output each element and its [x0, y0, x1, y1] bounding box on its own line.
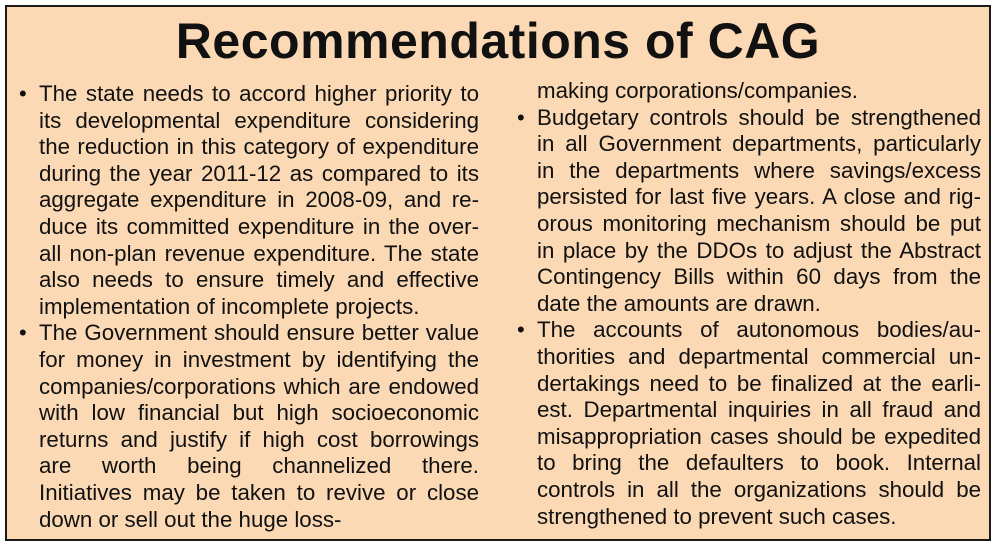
recommendations-box [5, 5, 991, 541]
continuation-text: making corporations/companies. [537, 78, 858, 103]
content-columns [7, 78, 989, 539]
bullet-text: The Government should ensure better value for money in investment by identifying the companies/corporations which are endowed with low financial but high socioeconomic returns and justify if high cost borrowings are worth being channelized there. Initiatives may be taken to revive or close down or sell out the huge loss- [39, 320, 479, 532]
bullet-text: Budgetary controls should be strengthened in all Government departments, particularly in the departments where savings/excess persisted for last five years. A close and rigorous monitoring mechanism should be put in place by the DDOs to adjust the Abstract Contingency Bills within 60 days from the date the amounts are drawn. [537, 104, 981, 316]
left-column [17, 81, 479, 533]
list-item [17, 81, 479, 320]
bullet-text: The accounts of autonomous bodies/authorities and departmental commercial undertakings need to be finalized at the earliest. Departmental inquiries in all fraud and misappropriation cases should be expedited to bring the defaulters to book. Internal controls in all the organizations should be strengthened to prevent such cases. [537, 317, 981, 529]
list-item [515, 105, 981, 318]
bullet-icon: • [19, 320, 27, 346]
bullet-text: The state needs to accord higher priority to its developmental expenditure considering the reduction in this category of expenditure during the year 2011-12 as compared to its aggregate expenditure in 2008-09, and reduce its committed expenditure in the overall non-plan revenue expenditure. The state also needs to ensure timely and effective implementation of incomplete projects. [39, 81, 479, 319]
bullet-list-right [515, 105, 981, 531]
list-item [515, 317, 981, 530]
bullet-icon: • [517, 317, 525, 343]
right-column [515, 78, 981, 530]
bullet-icon: • [517, 104, 525, 130]
page-title: Recommendations of CAG [175, 13, 821, 69]
list-item [17, 320, 479, 533]
bullet-list-left [17, 81, 479, 533]
bullet-icon: • [19, 81, 27, 106]
